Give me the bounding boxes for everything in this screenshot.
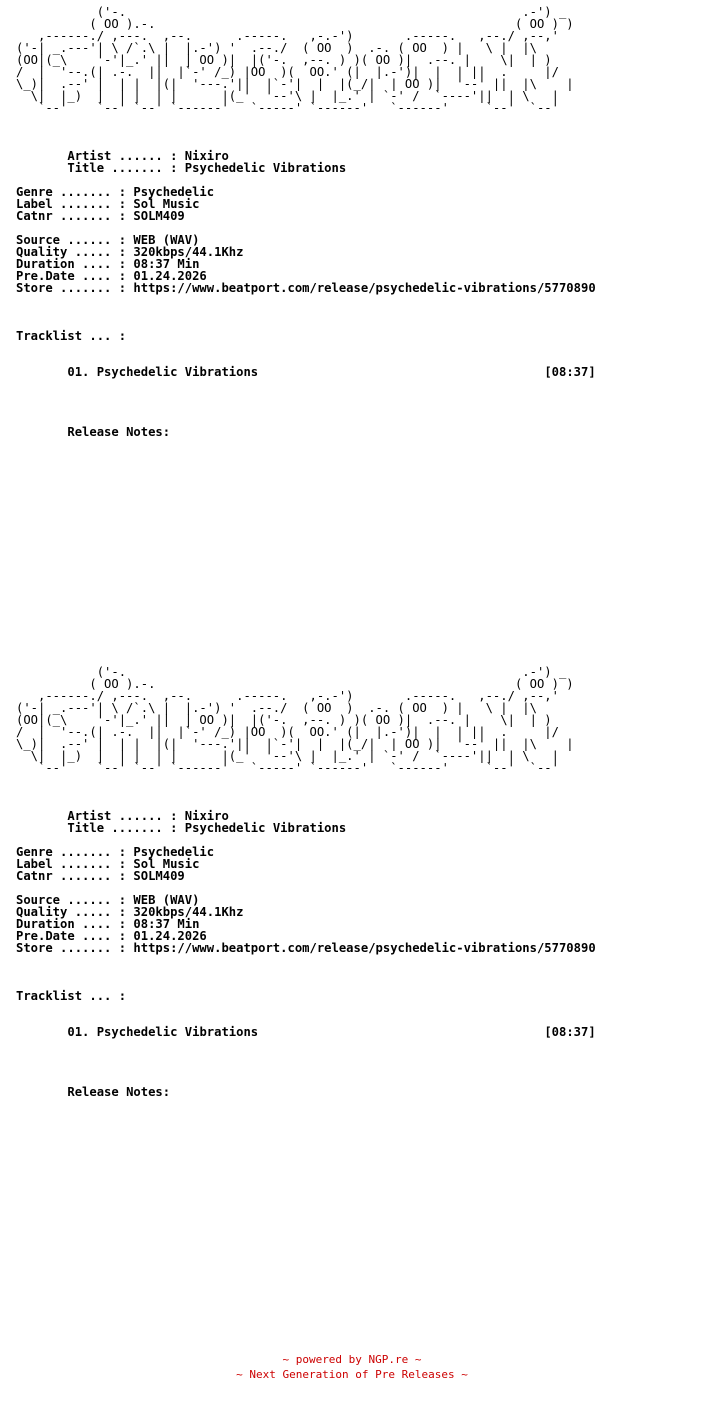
title-line: Title ....... : Psychedelic Vibrations: [67, 821, 347, 835]
quality-line: Quality ..... : 320kbps/44.1Khz: [16, 245, 244, 259]
release-info: [16, 774, 700, 1098]
predate-line: Pre.Date .... : 01.24.2026: [16, 269, 207, 283]
title-line: Title ....... : Psychedelic Vibrations: [67, 161, 347, 175]
nfo-block-2: [16, 666, 700, 1098]
release-notes-heading: Release Notes:: [67, 1085, 171, 1099]
source-line: Source ...... : WEB (WAV): [16, 233, 200, 247]
track-duration: [08:37]: [544, 1025, 596, 1039]
quality-line: Quality ..... : 320kbps/44.1Khz: [16, 905, 244, 919]
track-duration: [08:37]: [544, 365, 596, 379]
artist-line: Artist ...... : Nixiro: [67, 149, 229, 163]
genre-line: Genre ....... : Psychedelic: [16, 185, 215, 199]
footer-powered-by: ~ powered by NGP.re ~: [282, 1353, 422, 1366]
footer: [0, 1352, 704, 1382]
label-line: Label ....... : Sol Music: [16, 857, 200, 871]
ascii-logo: ('-. .-') _ ( OO ).-. ( OO ) ) ,------./ ,---. ,--. .-----. ,-.-') .-----. ,--./ ,--,' ('-| _.---'| \ /`.\ | |.-') ' .--./ ( OO ) .-. ( OO ) | \ | |\ (OO|(_\ '-'|_.' || | OO )| |('-. ,--. ) )( OO )| .--. | \| | ) / | '--.(| .-. || |`-' /_) |OO )( OO.' (| |.-')| | | || . |/ \_)| .--' | | | |(| '---.'|| |`-'| | |(_/| | OO )| '--' || |\ | \| |_) | | | | | |(_' '--'\ | |_.' | `-' / `----'|| | \ | `--' `--' `--' `------' `-----' `------' `------' `--' `--': [16, 665, 574, 775]
predate-line: Pre.Date .... : 01.24.2026: [16, 929, 207, 943]
track-title: 01. Psychedelic Vibrations: [67, 365, 259, 379]
tracklist-heading: Tracklist ... :: [16, 329, 127, 343]
footer-tagline: ~ Next Generation of Pre Releases ~: [236, 1368, 468, 1381]
catnr-line: Catnr ....... : SOLM409: [16, 869, 185, 883]
nfo-block-1: [16, 6, 700, 438]
release-info: [16, 114, 700, 438]
ascii-logo: ('-. .-') _ ( OO ).-. ( OO ) ) ,------./ ,---. ,--. .-----. ,-.-') .-----. ,--./ ,--,' ('-| _.---'| \ /`.\ | |.-') ' .--./ ( OO ) .-. ( OO ) | \ | |\ (OO|(_\ '-'|_.' || | OO )| |('-. ,--. ) )( OO )| .--. | \| | ) / | '--.(| .-. || |`-' /_) |OO )( OO.' (| |.-')| | | || . |/ \_)| .--' | | | |(| '---.'|| |`-'| | |(_/| | OO )| '--' || |\ | \| |_) | | | | | |(_' '--'\ | |_.' | `-' / `----'|| | \ | `--' `--' `--' `------' `-----' `------' `------' `--' `--': [16, 5, 574, 115]
genre-line: Genre ....... : Psychedelic: [16, 845, 215, 859]
track-title: 01. Psychedelic Vibrations: [67, 1025, 259, 1039]
catnr-line: Catnr ....... : SOLM409: [16, 209, 185, 223]
label-line: Label ....... : Sol Music: [16, 197, 200, 211]
store-line: Store ....... : https://www.beatport.com/release/psychedelic-vibrations/5770890: [16, 281, 596, 295]
source-line: Source ...... : WEB (WAV): [16, 893, 200, 907]
store-line: Store ....... : https://www.beatport.com/release/psychedelic-vibrations/5770890: [16, 941, 596, 955]
tracklist-heading: Tracklist ... :: [16, 989, 127, 1003]
artist-line: Artist ...... : Nixiro: [67, 809, 229, 823]
duration-line: Duration .... : 08:37 Min: [16, 917, 200, 931]
release-notes-heading: Release Notes:: [67, 425, 171, 439]
duration-line: Duration .... : 08:37 Min: [16, 257, 200, 271]
